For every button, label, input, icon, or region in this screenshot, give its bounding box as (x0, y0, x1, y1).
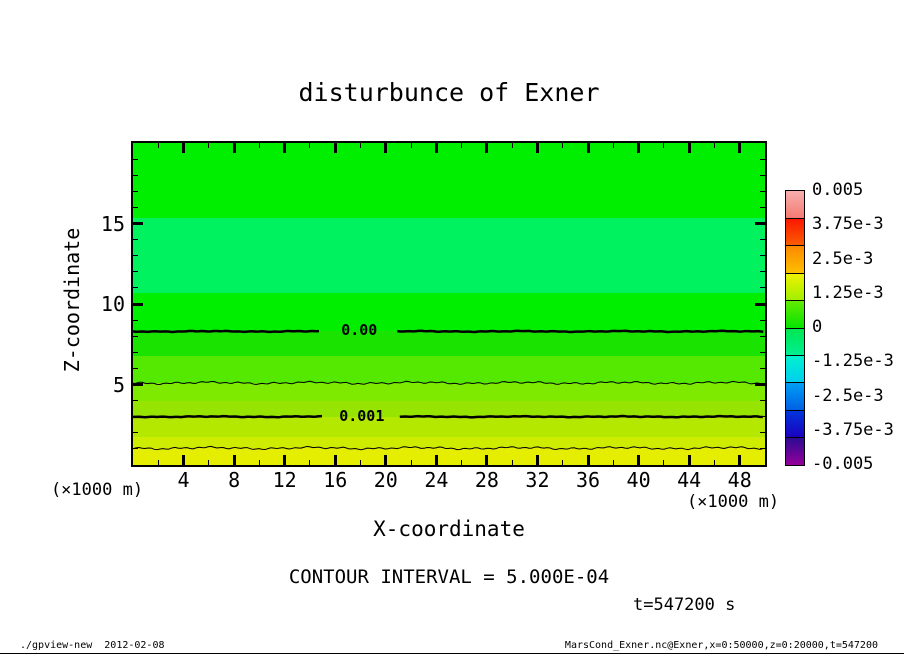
y-axis-unit-label: (×1000 m) (50, 480, 144, 500)
x-major-tick (688, 143, 691, 153)
colorbar-segment (786, 355, 804, 382)
footer-source: MarsCond_Exner.nc@Exner,x=0:50000,z=0:20000,t=547200 (564, 640, 878, 651)
x-minor-tick (309, 143, 310, 148)
y-axis-title: Z-coordinate (60, 227, 84, 373)
colorbar (785, 190, 805, 466)
z-minor-tick (760, 416, 765, 417)
z-minor-tick (133, 432, 138, 433)
x-major-tick (384, 455, 387, 465)
colorbar-tick-label: -0.005 (812, 454, 874, 474)
x-major-tick (536, 455, 539, 465)
z-minor-tick (760, 239, 765, 240)
x-major-tick (587, 143, 590, 153)
z-tick-label: 10 (100, 292, 125, 316)
colorbar-divider (786, 273, 804, 274)
x-tick-label: 28 (474, 468, 499, 492)
colorbar-divider (786, 300, 804, 301)
z-major-tick (755, 222, 765, 225)
z-tick-label: 15 (100, 211, 125, 236)
x-minor-tick (461, 143, 462, 148)
z-tick-label: 5 (112, 372, 125, 397)
x-major-tick (587, 455, 590, 465)
x-minor-tick (613, 143, 614, 148)
z-minor-tick (760, 448, 765, 449)
x-major-tick (738, 143, 741, 153)
x-minor-tick (208, 143, 209, 148)
contour-lines (133, 143, 765, 465)
x-tick-label: 36 (575, 468, 601, 492)
colorbar-tick-label: 0 (812, 317, 823, 337)
colorbar-divider (786, 328, 804, 329)
colorbar-segment (786, 383, 804, 410)
contour-line (400, 416, 763, 417)
z-minor-tick (133, 207, 138, 208)
contour-line (397, 331, 763, 332)
z-minor-tick (133, 175, 138, 176)
x-axis-unit-label: (×1000 m) (686, 492, 780, 512)
colorbar-tick-label: 3.75e-3 (812, 214, 884, 235)
x-minor-tick (714, 460, 715, 465)
x-minor-tick (663, 143, 664, 148)
colorbar-segment (786, 218, 804, 245)
z-major-tick (133, 303, 143, 306)
z-minor-tick (760, 432, 765, 433)
z-major-tick (133, 383, 143, 386)
z-minor-tick (133, 368, 138, 369)
z-minor-tick (760, 400, 765, 401)
x-major-tick (637, 455, 640, 465)
time-annotation: t=547200 s (633, 595, 736, 615)
z-minor-tick (133, 336, 138, 337)
x-minor-tick (309, 460, 310, 465)
footer-command: ./gpview-new 2012-02-08 (20, 640, 165, 651)
x-minor-tick (512, 143, 513, 148)
z-minor-tick (760, 320, 765, 321)
x-minor-tick (512, 460, 513, 465)
x-major-tick (283, 455, 286, 465)
z-minor-tick (760, 368, 765, 369)
x-major-tick (283, 143, 286, 153)
colorbar-tick-label: 0.005 (812, 180, 864, 200)
colorbar-divider (786, 437, 804, 438)
z-minor-tick (133, 271, 138, 272)
x-minor-tick (562, 143, 563, 148)
z-minor-tick (133, 159, 138, 160)
z-minor-tick (760, 287, 765, 288)
z-major-tick (755, 303, 765, 306)
x-tick-label: 8 (228, 468, 241, 492)
contour-line (133, 446, 763, 449)
x-major-tick (384, 143, 387, 153)
z-minor-tick (133, 400, 138, 401)
contour-value-label: 0.001 (339, 406, 385, 425)
contour-line (133, 416, 322, 417)
colorbar-divider (786, 218, 804, 219)
x-minor-tick (461, 460, 462, 465)
z-minor-tick (133, 191, 138, 192)
x-tick-label: 20 (373, 468, 398, 492)
x-tick-label: 24 (424, 468, 449, 492)
z-minor-tick (133, 287, 138, 288)
plot-area (131, 141, 767, 467)
colorbar-divider (786, 355, 804, 356)
z-major-tick (755, 383, 765, 386)
x-minor-tick (411, 143, 412, 148)
z-minor-tick (133, 448, 138, 449)
colorbar-divider (786, 410, 804, 411)
x-minor-tick (562, 460, 563, 465)
x-major-tick (182, 455, 185, 465)
colorbar-segment (786, 438, 804, 465)
x-minor-tick (360, 143, 361, 148)
x-major-tick (738, 455, 741, 465)
colorbar-segment (786, 328, 804, 355)
colorbar-tick-label: 1.25e-3 (812, 282, 884, 303)
x-minor-tick (158, 143, 159, 148)
x-minor-tick (714, 143, 715, 148)
z-minor-tick (133, 416, 138, 417)
z-minor-tick (760, 336, 765, 337)
x-major-tick (485, 455, 488, 465)
contour-interval-text: CONTOUR INTERVAL = 5.000E-04 (288, 566, 610, 588)
x-major-tick (637, 143, 640, 153)
x-major-tick (334, 455, 337, 465)
colorbar-tick-label: -1.25e-3 (812, 351, 894, 372)
contour-value-label: 0.00 (341, 321, 378, 340)
x-axis-title: X-coordinate (373, 517, 525, 541)
colorbar-segment (786, 246, 804, 273)
z-minor-tick (760, 255, 765, 256)
z-minor-tick (133, 239, 138, 240)
z-minor-tick (760, 207, 765, 208)
x-minor-tick (663, 460, 664, 465)
x-minor-tick (411, 460, 412, 465)
x-major-tick (233, 455, 236, 465)
x-major-tick (688, 455, 691, 465)
x-minor-tick (259, 460, 260, 465)
x-major-tick (435, 455, 438, 465)
chart-title: disturbunce of Exner (298, 78, 600, 107)
x-tick-label: 12 (272, 468, 297, 492)
x-major-tick (536, 143, 539, 153)
x-major-tick (182, 143, 185, 153)
colorbar-tick-label: 2.5e-3 (812, 248, 874, 269)
x-tick-label: 48 (727, 468, 752, 492)
x-major-tick (233, 143, 236, 153)
x-minor-tick (360, 460, 361, 465)
z-minor-tick (760, 191, 765, 192)
x-tick-label: 16 (323, 468, 348, 492)
contour-line (133, 381, 763, 384)
colorbar-segment (786, 191, 804, 218)
colorbar-divider (786, 382, 804, 383)
colorbar-segment (786, 410, 804, 437)
z-major-tick (133, 222, 143, 225)
colorbar-tick-label: -3.75e-3 (812, 419, 894, 440)
x-tick-label: 44 (677, 468, 702, 492)
x-tick-label: 32 (525, 468, 550, 492)
x-major-tick (485, 143, 488, 153)
colorbar-divider (786, 245, 804, 246)
z-minor-tick (133, 320, 138, 321)
z-minor-tick (133, 255, 138, 256)
z-minor-tick (760, 271, 765, 272)
contour-line (133, 331, 319, 332)
x-tick-label: 4 (177, 468, 190, 492)
x-minor-tick (208, 460, 209, 465)
x-major-tick (435, 143, 438, 153)
z-minor-tick (760, 175, 765, 176)
colorbar-tick-label: -2.5e-3 (812, 385, 884, 406)
x-tick-label: 40 (626, 468, 651, 492)
colorbar-segment (786, 273, 804, 300)
z-minor-tick (760, 352, 765, 353)
x-minor-tick (158, 460, 159, 465)
x-minor-tick (613, 460, 614, 465)
x-major-tick (334, 143, 337, 153)
colorbar-segment (786, 301, 804, 328)
z-minor-tick (133, 352, 138, 353)
x-minor-tick (259, 143, 260, 148)
z-minor-tick (760, 159, 765, 160)
